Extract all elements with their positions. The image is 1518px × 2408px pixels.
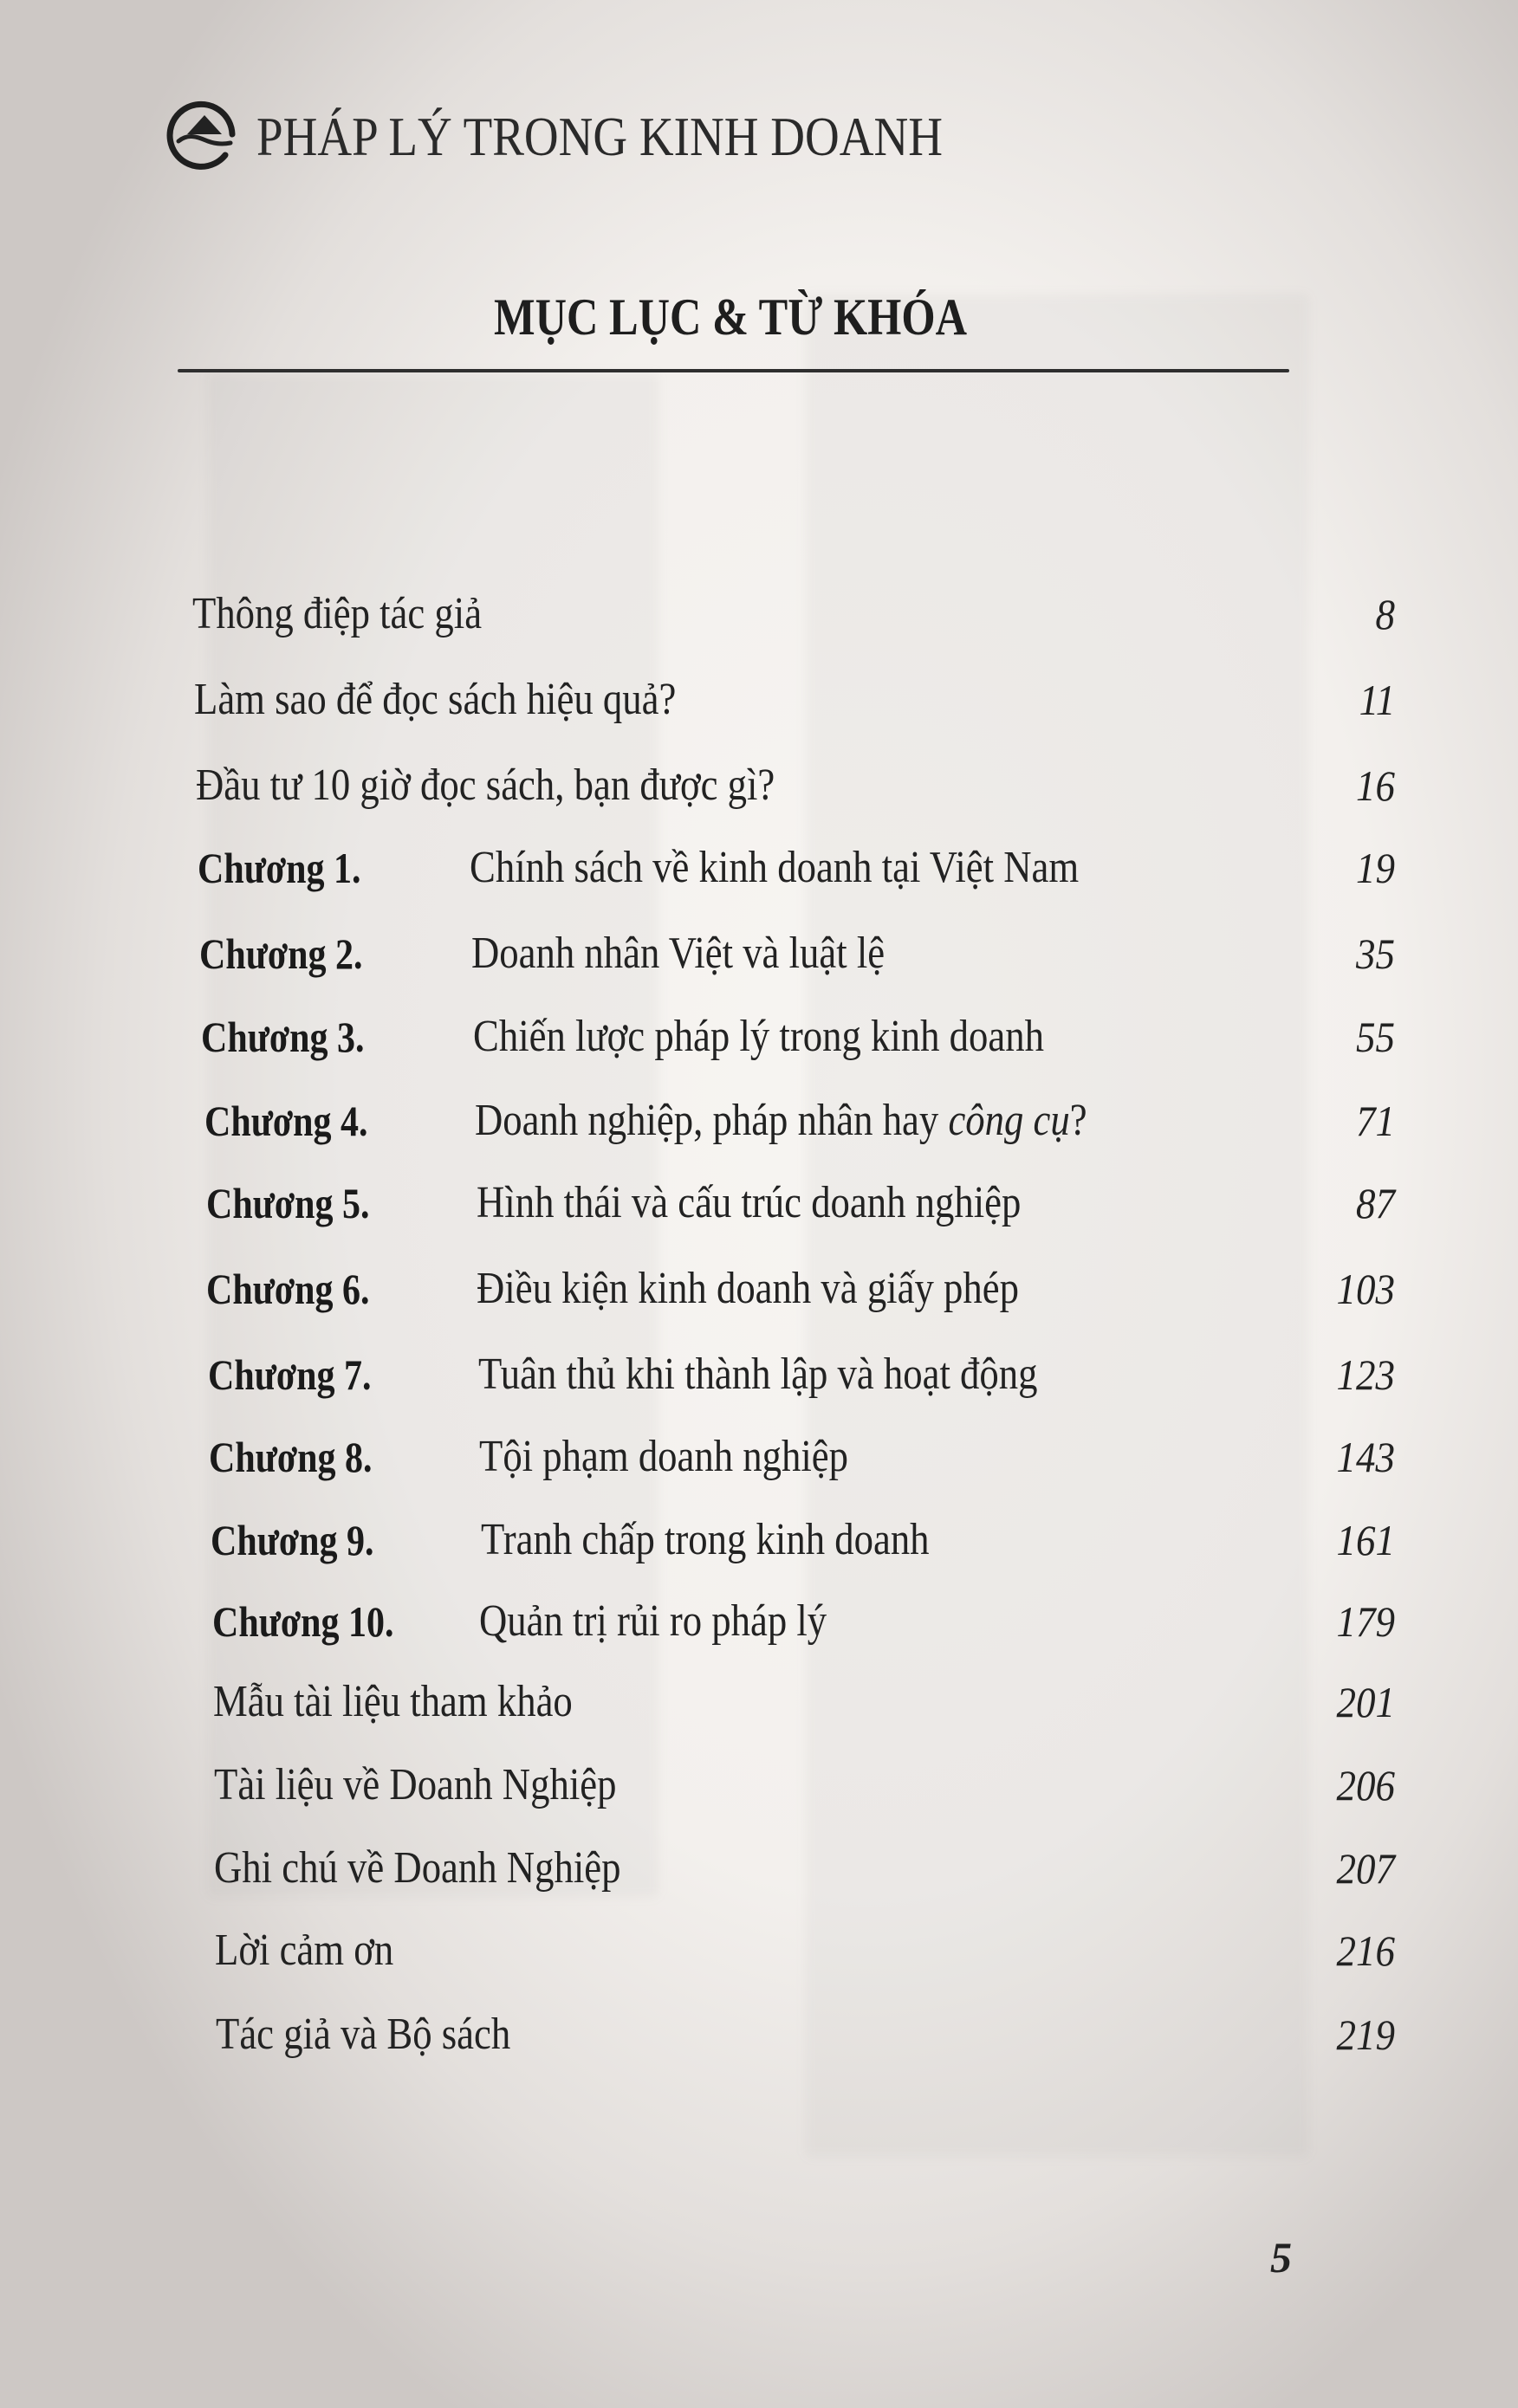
toc-entry[interactable] — [214, 1755, 1518, 1816]
chapter-title: Tranh chấp trong kinh doanh — [481, 1515, 930, 1564]
toc-entry-page: 143 — [1336, 1433, 1395, 1481]
toc-entry-page: 201 — [1336, 1678, 1395, 1726]
chapter-number: Chương 7. — [208, 1350, 372, 1399]
toc-entry-label: Lời cảm ơn — [215, 1926, 394, 1975]
chapter-title-suffix: ? — [1069, 1096, 1087, 1145]
toc-entry[interactable] — [192, 584, 1518, 644]
toc-entry-page: 55 — [1356, 1013, 1395, 1061]
toc-entry[interactable] — [213, 1672, 1518, 1732]
toc-entry[interactable] — [194, 670, 1518, 730]
chapter-number: Chương 4. — [204, 1097, 368, 1145]
toc-chapter-entry[interactable] — [211, 1510, 1518, 1570]
page-number: 5 — [1270, 2233, 1292, 2282]
toc-entry-page: 123 — [1336, 1350, 1395, 1399]
toc-entry-page: 207 — [1336, 1844, 1395, 1893]
toc-entry-page: 19 — [1356, 844, 1395, 892]
toc-chapter-entry[interactable] — [199, 923, 1518, 984]
toc-entry-page: 87 — [1356, 1179, 1395, 1227]
toc-entry-page: 216 — [1336, 1926, 1395, 1975]
toc-chapter-entry[interactable] — [206, 1259, 1518, 1319]
toc-entry-label: Thông điệp tác giả — [192, 589, 483, 638]
chapter-title: Điều kiện kinh doanh và giấy phép — [477, 1264, 1019, 1313]
chapter-number: Chương 10. — [212, 1597, 394, 1646]
chapter-title: Hình thái và cấu trúc doanh nghiệp — [477, 1178, 1022, 1227]
toc-entry-page: 219 — [1336, 2010, 1395, 2059]
heading-rule-divider — [178, 369, 1289, 372]
toc-entry[interactable] — [196, 755, 1518, 816]
toc-chapter-entry[interactable] — [204, 1091, 1518, 1151]
toc-entry-page: 35 — [1356, 929, 1395, 978]
toc-entry-page: 71 — [1356, 1097, 1395, 1145]
toc-entry-label: Tài liệu về Doanh Nghiệp — [214, 1760, 617, 1809]
chapter-title-text: Doanh nghiệp, pháp nhân hay — [475, 1096, 949, 1145]
toc-entry-label: Mẫu tài liệu tham khảo — [213, 1677, 573, 1726]
toc-entry[interactable] — [216, 2004, 1518, 2065]
toc-entry[interactable] — [215, 1920, 1518, 1981]
toc-entry-label: Ghi chú về Doanh Nghiệp — [214, 1843, 621, 1893]
chapter-title — [475, 1091, 1087, 1151]
toc-entry-page: 11 — [1359, 676, 1395, 724]
chapter-title: Tội phạm doanh nghiệp — [479, 1432, 849, 1481]
chapter-title: Chiến lược pháp lý trong kinh doanh — [473, 1012, 1044, 1061]
toc-chapter-entry[interactable] — [208, 1344, 1518, 1405]
toc-entry-label: Tác giả và Bộ sách — [216, 2010, 511, 2059]
toc-entry-label: Đầu tư 10 giờ đọc sách, bạn được gì? — [196, 761, 775, 810]
toc-heading — [0, 289, 1461, 345]
chapter-title: Chính sách về kinh doanh tại Việt Nam — [470, 843, 1080, 892]
toc-chapter-entry[interactable] — [206, 1173, 1518, 1233]
toc-entry-page: 16 — [1356, 761, 1395, 810]
toc-chapter-entry[interactable] — [209, 1427, 1518, 1487]
book-title: PHÁP LÝ TRONG KINH DOANH — [256, 106, 943, 167]
toc-entry-page: 161 — [1336, 1516, 1395, 1564]
chapter-title: Doanh nhân Việt và luật lệ — [471, 929, 886, 978]
toc-entry[interactable] — [214, 1838, 1518, 1899]
toc-entry-page: 8 — [1375, 590, 1395, 638]
chapter-number: Chương 5. — [206, 1179, 370, 1227]
toc-entry-page: 103 — [1336, 1265, 1395, 1313]
toc-entry-page: 179 — [1336, 1597, 1395, 1646]
chapter-number: Chương 1. — [198, 844, 361, 892]
chapter-number: Chương 9. — [211, 1516, 374, 1564]
chapter-number: Chương 8. — [209, 1433, 373, 1481]
chapter-number: Chương 3. — [201, 1013, 365, 1061]
running-header — [165, 90, 943, 177]
toc-heading-text: MỤC LỤC & TỪ KHÓA — [493, 288, 967, 346]
chapter-title-emphasis: công cụ — [948, 1096, 1070, 1145]
toc-chapter-entry[interactable] — [198, 838, 1518, 898]
toc-chapter-entry[interactable] — [212, 1591, 1518, 1652]
chapter-number: Chương 6. — [206, 1265, 370, 1313]
chapter-number: Chương 2. — [199, 929, 363, 978]
toc-entry-page: 206 — [1336, 1761, 1395, 1809]
chapter-title: Tuân thủ khi thành lập và hoạt động — [478, 1350, 1038, 1399]
toc-chapter-entry[interactable] — [201, 1007, 1518, 1067]
publisher-logo-icon — [165, 96, 239, 171]
toc-entry-label: Làm sao để đọc sách hiệu quả? — [194, 675, 677, 724]
chapter-title: Quản trị rủi ro pháp lý — [479, 1596, 827, 1646]
